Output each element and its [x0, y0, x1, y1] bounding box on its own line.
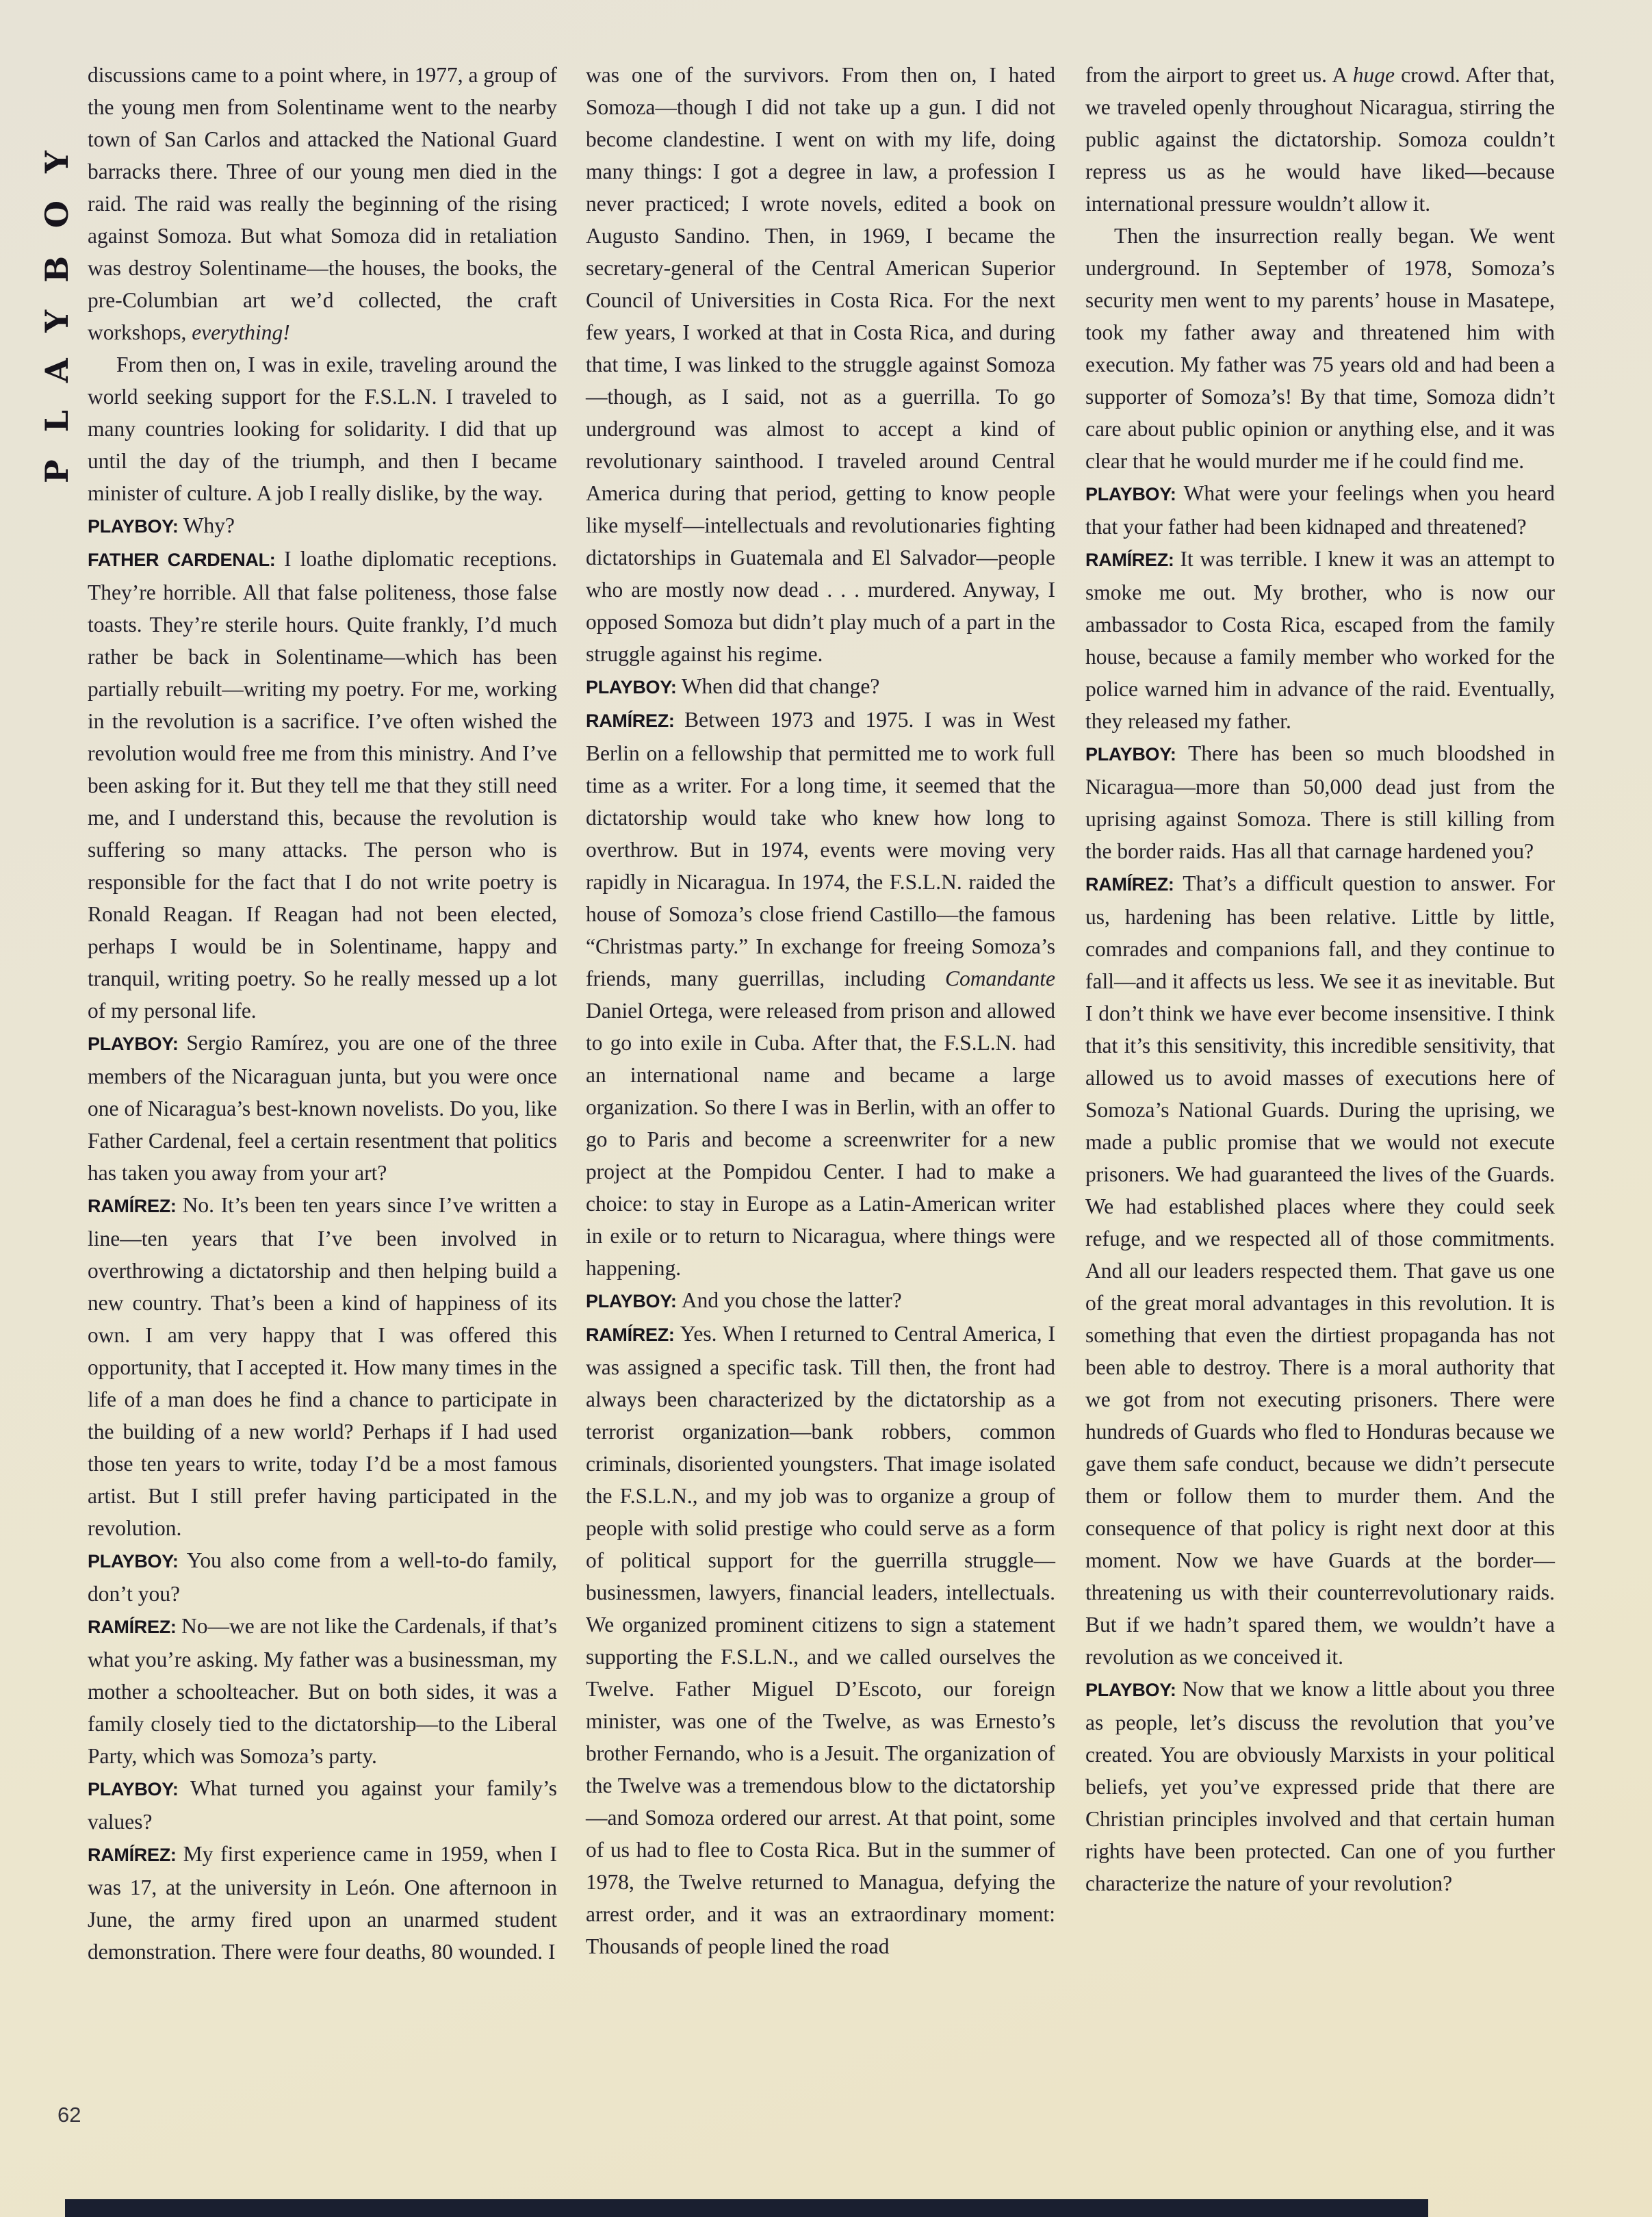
paragraph: [586, 704, 1055, 1284]
paragraph: [1085, 867, 1555, 1673]
text-segment: Daniel Ortega, were released from prison and allowed to go into exile in Cuba. After that, the F.S.L.N. had an international name and became a large organization. So there I was in Berlin, with an offer to go to Paris and become a screenwriter for a new project at the Pompidou Center. I had to make a choice: to stay in Europe as a Latin-American writer in exile or to return to Nicaragua, where things were happening.: [586, 999, 1055, 1280]
playboy-vertical-brand: PLAYBOY: [38, 123, 75, 483]
text-segment: What were your feelings when you heard that your father had been kidnaped and threatened?: [1085, 481, 1555, 539]
paragraph: [1085, 477, 1555, 543]
speaker-label: FATHER CARDENAL:: [88, 550, 284, 570]
paragraph: [88, 1838, 557, 1968]
text-segment: was one of the survivors. From then on, I hated Somoza—though I did not take up a gun. I did not become clandestine. I went on with my life, doing many things: I got a degree in law, a profession I never practiced; I wrote novels, edited a book on Augusto Sandino. Then, in 1969, I became the secretary-general of the Central American Superior Council of Universities in Costa Rica. For the next few years, I worked at that in Costa Rica, and during that time, I was linked to the struggle against Somoza—though, as I said, not as a guerrilla. To go underground was almost to accept a kind of revolutionary sainthood. I traveled around Central America during that period, getting to know people like myself—intellectuals and revolutionaries fighting dictatorships in Guatemala and El Salvador—people who are mostly now dead . . . murdered. Anyway, I opposed Somoza but didn’t play much of a part in the struggle against his regime.: [586, 63, 1055, 666]
speaker-label: PLAYBOY:: [88, 516, 183, 537]
text-segment: from the airport to greet us. A: [1085, 63, 1353, 87]
text-segment: There has been so much bloodshed in Nicaragua—more than 50,000 dead just from the uprising against Somoza. There is still killing from the border raids. Has all that carnage hardened you?: [1085, 741, 1555, 863]
text-segment: huge: [1352, 63, 1395, 87]
speaker-label: PLAYBOY:: [1085, 1680, 1183, 1700]
speaker-label: PLAYBOY:: [1085, 484, 1184, 504]
speaker-label: PLAYBOY:: [88, 1551, 187, 1572]
page-bottom-scan-band: [65, 2199, 1428, 2217]
paragraph: [88, 1544, 557, 1610]
paragraph: [88, 543, 557, 1027]
speaker-label: RAMÍREZ:: [586, 710, 685, 731]
text-segment: No—we are not like the Cardenals, if that’s what you’re asking. My father was a businessman, my mother a schoolteacher. But on both sides, it was a family closely tied to the dictatorship—to the Liberal Party, which was Somoza’s party.: [88, 1614, 557, 1768]
speaker-label: RAMÍREZ:: [1085, 550, 1180, 570]
paragraph: [88, 1772, 557, 1838]
speaker-label: PLAYBOY:: [586, 677, 682, 697]
speaker-label: RAMÍREZ:: [88, 1617, 181, 1637]
text-segment: From then on, I was in exile, traveling around the world seeking support for the F.S.L.N. I traveled to many countries looking for solidarity. I did that up until the day of the triumph, and then I became minister of culture. A job I really dislike, by the way.: [88, 353, 557, 505]
paragraph: [88, 59, 557, 348]
text-segment: When did that change?: [681, 674, 880, 698]
paragraph: [586, 1284, 1055, 1318]
paragraph: [88, 509, 557, 543]
text-segment: discussions came to a point where, in 1977, a group of the young men from Solentiname went to the nearby town of San Carlos and attacked the National Guard barracks there. Three of our young men died in the raid. The raid was really the beginning of the rising against Somoza. But what Somoza did in retaliation was destroy Solentiname—the houses, the books, the pre-Columbian art we’d collected, the craft workshops,: [88, 63, 557, 344]
speaker-label: PLAYBOY:: [88, 1034, 187, 1054]
text-segment: Comandante: [945, 966, 1055, 990]
text-segment: And you chose the latter?: [681, 1288, 902, 1312]
page-number: 62: [57, 2103, 81, 2127]
text-column-right: [1085, 59, 1555, 1899]
speaker-label: RAMÍREZ:: [1085, 874, 1183, 895]
text-segment: What turned you against your family’s values?: [88, 1776, 557, 1834]
speaker-label: PLAYBOY:: [1085, 744, 1189, 765]
speaker-label: RAMÍREZ:: [88, 1196, 183, 1216]
text-segment: everything!: [192, 320, 290, 344]
paragraph: [1085, 737, 1555, 867]
paragraph: [88, 1189, 557, 1544]
text-segment: Now that we know a little about you three as people, let’s discuss the revolution that you’ve created. You are obviously Marxists in your political beliefs, yet you’ve expressed pride that there are Christian principles involved and that certain human rights have been protected. Can one of you further characterize the nature of your revolution?: [1085, 1677, 1556, 1895]
paragraph: [1085, 1673, 1555, 1899]
text-segment: That’s a difficult question to answer. For us, hardening has been relative. Little by little, comrades and companions fall, and they continue to fall—and it affects us less. We see it as inevitable. But I don’t think we have ever become insensitive. I think that it’s this sensitivity, this incredible sensitivity, that allowed us to avoid masses of executions here of Somoza’s National Guards. During the uprising, we made a public promise that we would not execute prisoners. We had guaranteed the lives of the Guards. We had established places where they could seek refuge, and we respected all of those commitments. And all our leaders respected them. That gave us one of the great moral advantages in this revolution. It is something that even the dirtiest propaganda has not been able to destroy. There is a moral authority that we got from not executing prisoners. There were hundreds of Guards who fled to Honduras because we gave them safe conduct, because we didn’t persecute them or follow them to murder them. And the consequence of that policy is right next door at this moment. Now we have Guards at the border—threatening us with their counterrevolutionary raids. But if we hadn’t spared them, we wouldn’t have a revolution as we conceived it.: [1085, 871, 1555, 1669]
text-segment: It was terrible. I knew it was an attempt to smoke me out. My brother, who is now our ambassador to Costa Rica, escaped from the family house, because a family member who worked for the police warned him in advance of the raid. Eventually, they released my father.: [1085, 547, 1555, 733]
paragraph: [88, 1027, 557, 1189]
text-segment: You also come from a well-to-do family, don’t you?: [88, 1548, 557, 1606]
text-segment: Between 1973 and 1975. I was in West Berlin on a fellowship that permitted me to work full time as a writer. For a long time, it seemed that the dictatorship would take who knew how long to overthrow. But in 1974, events were moving very rapidly in Nicaragua. In 1974, the F.S.L.N. raided the house of Somoza’s close friend Castillo—the famous “Christmas party.” In exchange for freeing Somoza’s friends, many guerrillas, including: [586, 708, 1055, 990]
paragraph: [88, 1610, 557, 1772]
speaker-label: RAMÍREZ:: [88, 1845, 183, 1865]
text-segment: I loathe diplomatic receptions. They’re horrible. All that false politeness, those false toasts. They’re sterile hours. Quite frankly, I’d much rather be back in Solentiname—which has been partially rebuilt—writing my poetry. For me, working in the revolution is a sacrifice. I’ve often wished the revolution would free me from this ministry. And I’ve been asking for it. But they tell me that they still need me, and I understand this, because the revolution is suffering so many attacks. The person who is responsible for the fact that I do not write poetry is Ronald Reagan. If Reagan had not been elected, perhaps I would be in Solentiname, happy and tranquil, writing poetry. So he really messed up a lot of my personal life.: [88, 547, 557, 1023]
text-segment: Then the insurrection really began. We went underground. In September of 1978, Somoza’s security men went to my parents’ house in Masatepe, took my father away and threatened him with execution. My father was 75 years old and had been a supporter of Somoza’s! By that time, Somoza didn’t care about public opinion or anything else, and it was clear that he would murder me if he could find me.: [1085, 224, 1555, 473]
paragraph: [586, 1318, 1055, 1962]
speaker-label: PLAYBOY:: [586, 1291, 682, 1311]
paragraph: [88, 348, 557, 509]
paragraph: [586, 59, 1055, 670]
text-segment: crowd. After that, we traveled openly throughout Nicaragua, stirring the public against the dictatorship. Somoza couldn’t repress us as he would have liked—because international pressure wouldn’t allow it.: [1085, 63, 1555, 216]
text-column-left: [88, 59, 557, 1968]
text-segment: Sergio Ramírez, you are one of the three members of the Nicaraguan junta, but you were once one of Nicaragua’s best-known novelists. Do you, like Father Cardenal, feel a certain resentment that politics has taken you away from your art?: [88, 1031, 558, 1185]
text-column-middle: [586, 59, 1055, 1962]
text-segment: My first experience came in 1959, when I was 17, at the university in León. One afternoon in June, the army fired upon an unarmed student demonstration. There were four deaths, 80 wounded. I: [88, 1842, 557, 1964]
paragraph: [1085, 220, 1555, 477]
text-segment: Why?: [183, 513, 235, 537]
speaker-label: RAMÍREZ:: [586, 1324, 680, 1345]
paragraph: [586, 670, 1055, 704]
paragraph: [1085, 59, 1555, 220]
text-segment: No. It’s been ten years since I’ve written a line—ten years that I’ve been involved in overthrowing a dictatorship and then helping build a new country. That’s been a kind of happiness of its own. I am very happy that I was offered this opportunity, that I accepted it. How many times in the life of a man does he find a chance to participate in the building of a new world? Perhaps if I had used those ten years to write, today I’d be a most famous artist. But I still prefer having participated in the revolution.: [88, 1193, 557, 1540]
speaker-label: PLAYBOY:: [88, 1779, 190, 1799]
paragraph: [1085, 543, 1555, 737]
text-segment: Yes. When I returned to Central America, I was assigned a specific task. Till then, the front had always been characterized by the dictatorship as a terrorist organization—bank robbers, common criminals, disoriented youngsters. That image isolated the F.S.L.N., and my job was to organize a group of people with solid prestige who could serve as a form of political support for the guerrilla struggle—businessmen, lawyers, financial leaders, intellectuals. We organized prominent citizens to sign a statement supporting the F.S.L.N., and we called ourselves the Twelve. Father Miguel D’Escoto, our foreign minister, was one of the Twelve, as was Ernesto’s brother Fernando, who is a Jesuit. The organization of the Twelve was a tremendous blow to the dictatorship—and Somoza ordered our arrest. At that point, some of us had to flee to Costa Rica. But in the summer of 1978, the Twelve returned to Managua, defying the arrest order, and it was an extraordinary moment: Thousands of people lined the road: [586, 1322, 1055, 1958]
